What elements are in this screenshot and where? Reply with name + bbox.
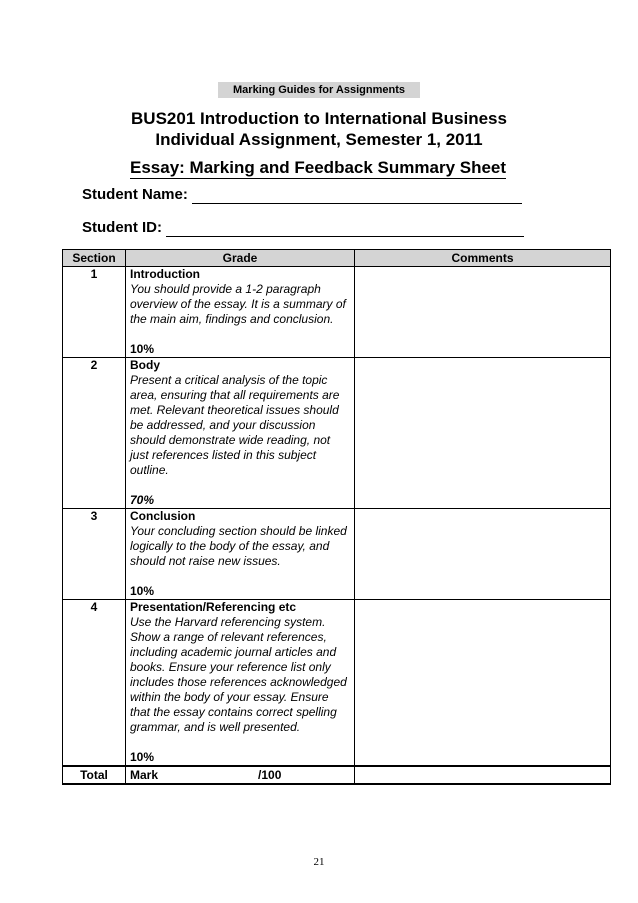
comments-cell[interactable] [355, 509, 611, 600]
marking-table [62, 249, 611, 785]
comments-cell[interactable] [355, 267, 611, 358]
total-comments-cell[interactable] [355, 766, 611, 784]
mark-out-of: /100 [258, 768, 282, 782]
criterion-weight: 70% [130, 493, 155, 507]
student-id-field [82, 219, 524, 237]
criterion-title: Presentation/Referencing etc [130, 600, 297, 614]
comments-cell[interactable] [355, 358, 611, 509]
criterion-description: Present a critical analysis of the topic area, ensuring that all requirements are met. Relevant theoretical issues should be addressed, and your discussion should demonstrate wide reading, not just references listed in this subject outline. [130, 373, 340, 477]
sheet-title: Essay: Marking and Feedback Summary Sheet [130, 158, 507, 177]
criterion-weight: 10% [130, 342, 155, 356]
criterion-description: Use the Harvard referencing system. Show a range of relevant references, including academic journal articles and books. Ensure your reference list only includes those references acknowledged within the body of your essay. Ensure that the essay contains correct spelling grammar, and is well presented. [130, 615, 347, 734]
table-header-row [63, 250, 611, 267]
mark-label: Mark [130, 768, 159, 782]
criterion-title: Introduction [130, 267, 200, 281]
page-number: 21 [313, 856, 325, 868]
student-name-line [192, 189, 522, 204]
course-line: BUS201 Introduction to International Business [131, 109, 507, 128]
table-row [63, 509, 611, 600]
header-section: Section [63, 250, 126, 267]
grade-cell [126, 267, 355, 358]
student-id-label: Student ID: [82, 219, 162, 236]
section-number: 4 [63, 600, 126, 767]
student-id-line [166, 222, 524, 237]
criterion-weight: 10% [130, 584, 155, 598]
grade-cell [126, 358, 355, 509]
total-row [63, 766, 611, 784]
section-number: 1 [63, 267, 126, 358]
header-grade: Grade [126, 250, 355, 267]
assignment-line: Individual Assignment, Semester 1, 2011 [155, 130, 483, 149]
criterion-title: Conclusion [130, 509, 196, 523]
total-label: Total [63, 766, 126, 784]
header-tag: Marking Guides for Assignments [218, 82, 420, 98]
section-number: 3 [63, 509, 126, 600]
grade-cell [126, 600, 355, 767]
criterion-weight: 10% [130, 750, 155, 764]
criterion-description: Your concluding section should be linked logically to the body of the essay, and should not raise new issues. [130, 524, 347, 568]
table-row [63, 600, 611, 767]
table-row [63, 267, 611, 358]
criterion-title: Body [130, 358, 160, 372]
comments-cell[interactable] [355, 600, 611, 767]
student-name-field [82, 186, 522, 204]
section-number: 2 [63, 358, 126, 509]
grade-cell [126, 509, 355, 600]
total-mark-cell [126, 766, 355, 784]
table-row [63, 358, 611, 509]
header-comments: Comments [355, 250, 611, 267]
criterion-description: You should provide a 1-2 paragraph overview of the essay. It is a summary of the main aim, findings and conclusion. [130, 282, 346, 326]
student-name-label: Student Name: [82, 186, 188, 203]
course-title [0, 108, 638, 150]
